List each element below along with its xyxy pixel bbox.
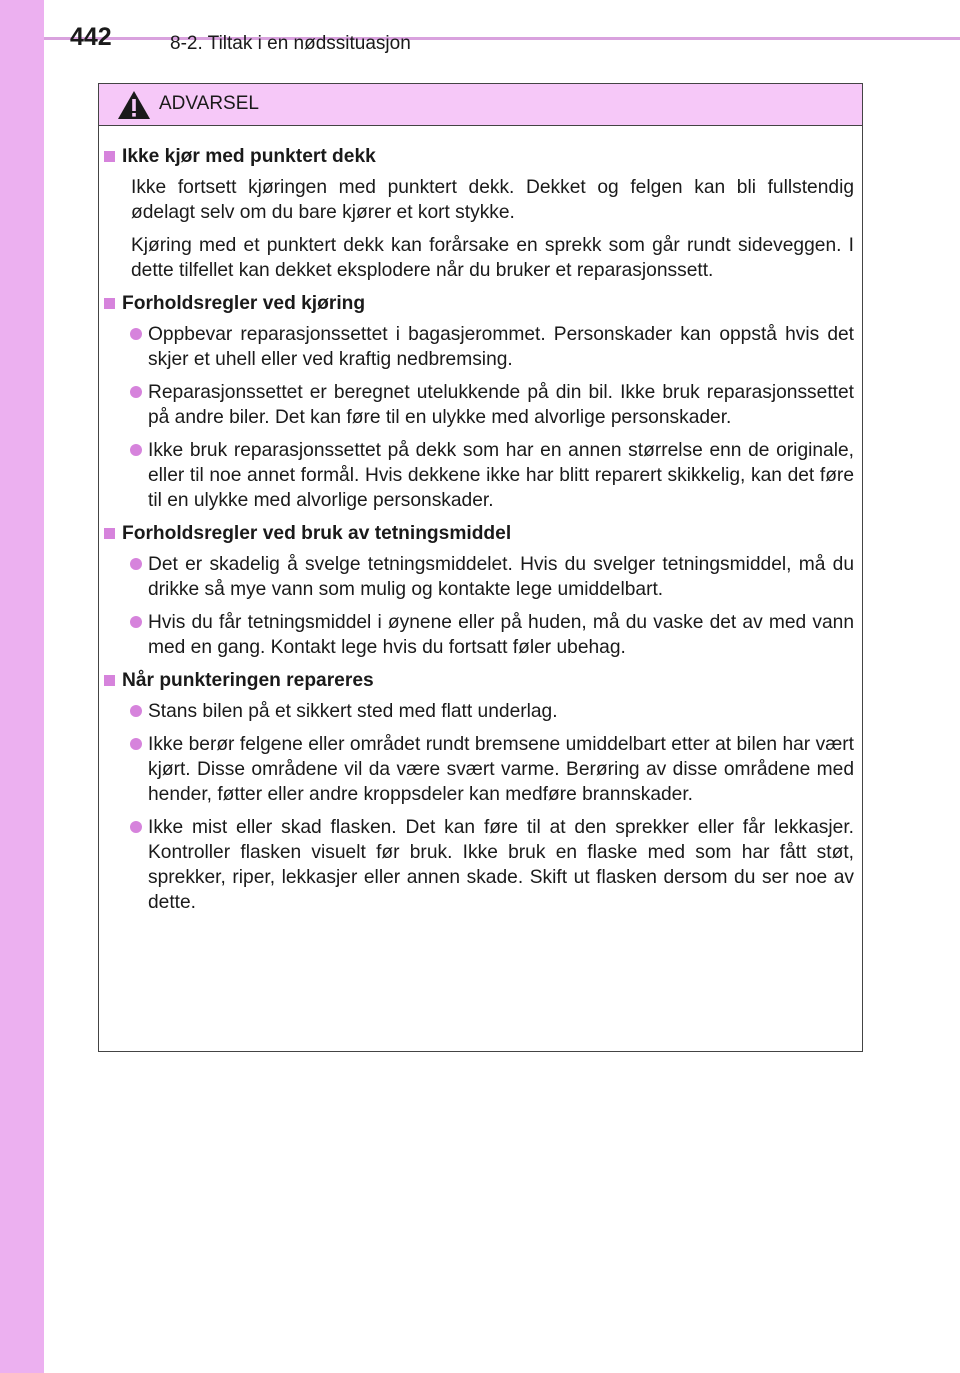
section-heading [104, 668, 854, 693]
list-item-text: Ikke berør felgene eller området rundt bremsene umiddelbart etter at bilen har vært kjørt. Disse områdene vil da være svært varme. Berøring av disse områdene med hender, føtter eller andre kroppsdeler kan medføre brannskader. [148, 734, 854, 805]
list-item [130, 438, 854, 513]
list-item [130, 815, 854, 915]
round-bullet-icon [130, 558, 142, 570]
round-bullet-icon [130, 616, 142, 628]
chapter-side-strip [0, 0, 44, 1373]
list-item [130, 322, 854, 372]
section-heading-text: Forholdsregler ved kjøring [122, 293, 366, 314]
list-item-text: Ikke bruk reparasjonssettet på dekk som har en annen størrelse enn de originale, eller til noe annet formål. Hvis dekkene ikke har blitt reparert skikkelig, kan det føre til en ulykke med alvorlige personskader. [148, 440, 854, 511]
warning-section [104, 521, 854, 660]
warning-box [98, 83, 863, 1052]
square-bullet-icon [104, 298, 115, 309]
section-title: 8-2. Tiltak i en nødssituasjon [170, 33, 411, 54]
warning-section [104, 144, 854, 283]
square-bullet-icon [104, 151, 115, 162]
warning-body [99, 126, 862, 915]
list-item-text: Hvis du får tetningsmiddel i øynene eller på huden, må du vaske det av med vann med en gang. Kontakt lege hvis du fortsatt føler ubehag. [148, 612, 854, 658]
round-bullet-icon [130, 328, 142, 340]
round-bullet-icon [130, 821, 142, 833]
list-item-text: Reparasjonssettet er beregnet utelukkende på din bil. Ikke bruk reparasjonssettet på andre biler. Det kan føre til en ulykke med alvorlige personskader. [148, 382, 854, 428]
paragraph: Kjøring med et punktert dekk kan forårsake en sprekk som går rundt sideveggen. I dette tilfellet kan dekket eksplodere når du bruker et reparasjonssett. [131, 235, 854, 281]
section-heading [104, 521, 854, 546]
warning-header [99, 84, 862, 126]
round-bullet-icon [130, 738, 142, 750]
list-item [130, 699, 854, 724]
section-heading [104, 291, 854, 316]
list-item-text: Oppbevar reparasjonssettet i bagasjerommet. Personskader kan oppstå hvis det skjer et uhell eller ved kraftig nedbremsing. [148, 324, 854, 370]
page-number: 442 [70, 23, 112, 51]
warning-section [104, 668, 854, 915]
square-bullet-icon [104, 528, 115, 539]
list-item-text: Stans bilen på et sikkert sted med flatt underlag. [148, 701, 558, 722]
paragraph: Ikke fortsett kjøringen med punktert dekk. Dekket og felgen kan bli fullstendig ødelagt selv om du bare kjører et kort stykke. [131, 177, 854, 223]
round-bullet-icon [130, 705, 142, 717]
list-item [130, 552, 854, 602]
list-item-text: Det er skadelig å svelge tetningsmiddelet. Hvis du svelger tetningsmiddel, må du drikke så mye vann som mulig og kontakte lege umiddelbart. [148, 554, 854, 600]
square-bullet-icon [104, 675, 115, 686]
section-heading-text: Forholdsregler ved bruk av tetningsmiddel [122, 523, 512, 544]
round-bullet-icon [130, 444, 142, 456]
warning-triangle-icon [117, 90, 151, 120]
warning-title: ADVARSEL [159, 93, 259, 114]
list-item [130, 732, 854, 807]
warning-section [104, 291, 854, 513]
list-item [130, 380, 854, 430]
round-bullet-icon [130, 386, 142, 398]
list-item-text: Ikke mist eller skad flasken. Det kan føre til at den sprekker eller får lekkasjer. Kontroller flasken visuelt før bruk. Ikke bruk en flaske med som har fått støt, sprekker, riper, lekkasjer eller annen skade. Skift ut flasken dersom du ser noe av dette. [148, 817, 854, 913]
section-heading-text: Ikke kjør med punktert dekk [122, 146, 376, 167]
section-heading [104, 144, 854, 169]
list-item [130, 610, 854, 660]
section-heading-text: Når punkteringen repareres [122, 670, 374, 691]
